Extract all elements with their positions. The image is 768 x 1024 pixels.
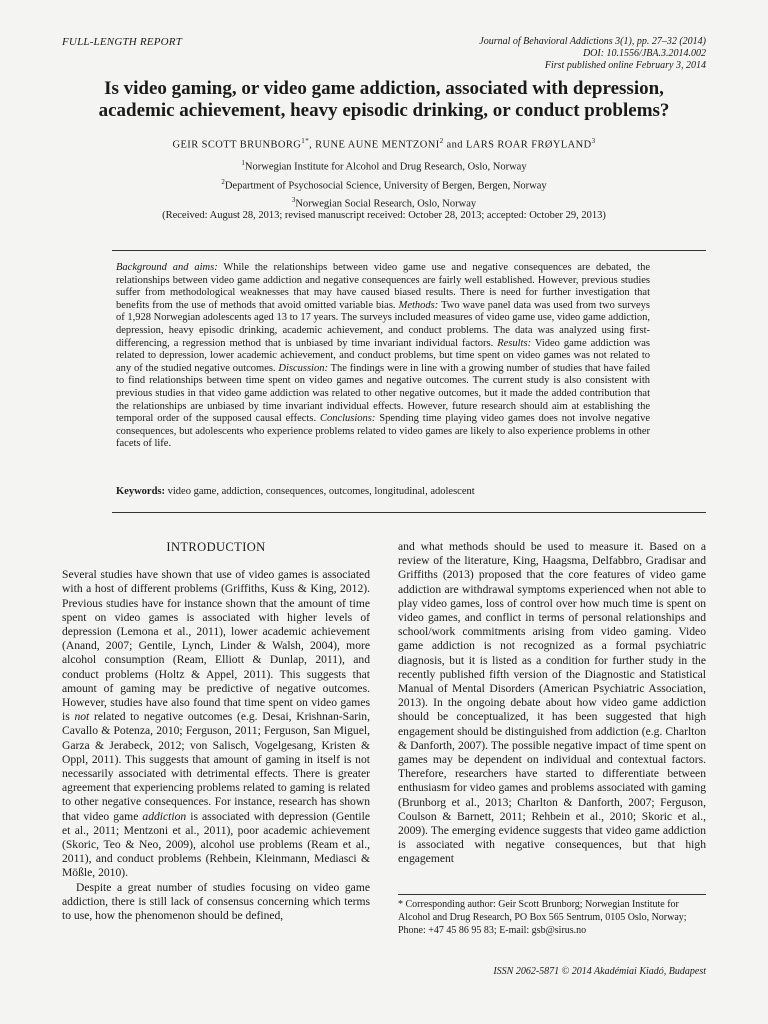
- author-list: [62, 137, 706, 151]
- keywords-text: video game, addiction, consequences, outcomes, longitudinal, adolescent: [165, 486, 475, 497]
- abstract-text: Spending time playing video games does not involve negative consequences, but adolescents who experience problems related to video games are likely to also experience problems in other facets of life.: [116, 413, 651, 450]
- affiliation-text: Norwegian Social Research, Oslo, Norway: [295, 198, 477, 210]
- corresponding-mark: *: [305, 137, 310, 145]
- corresponding-author-footnote: * Corresponding author: Geir Scott Brunborg; Norwegian Institute for Alcohol and Drug Research, PO Box 565 Sentrum, 0105 Oslo, Norway; Phone: +47 45 86 95 83; E-mail: gsb@sirus.no: [398, 899, 687, 936]
- journal-line: Journal of Behavioral Addictions 3(1), pp. 27–32 (2014): [479, 36, 706, 47]
- paragraph-text: Several studies have shown that use of video games is associated with a host of different problems (Griffiths, Kuss & King, 2012). Previous studies have for instance shown that the amount of time spent on video games is associated with higher levels of depression (Lemona et al., 2011), lower academic achievement (Anand, 2007; Gentile, Lynch, Linder & Walsh, 2004), more alcohol consumption (Ream, Elliott & Dunlap, 2011), and conduct problems (Holtz & Appel, 2011). This suggests that amount of gaming may be predictive of negative outcomes. However, studies have also found that time spent on video games is: [62, 568, 370, 724]
- paragraph-text: related to negative outcomes (e.g. Desai, Krishnan-Sarin, Cavallo & Potenza, 2010; Ferguson, 2011; Ferguson, San Miguel, Garza & Jerabeck, 2012; von Salisch, Vogelgesang, Kristen & Oppl, 2011). This suggests that amount of gaming in itself is not necessarily associated with detrimental effects. There is greater agreement that experiencing problems related to gaming is related to other negative consequences. For instance, research has shown that video game: [62, 710, 370, 823]
- keywords: [116, 486, 650, 497]
- published-line: First published online February 3, 2014: [544, 60, 706, 71]
- received-dates: (Received: August 28, 2013; revised manuscript received: October 28, 2013; accepted: October 29, 2013): [162, 210, 606, 221]
- affiliation: [62, 175, 706, 194]
- abstract-heading: Methods:: [398, 299, 439, 311]
- abstract: [116, 262, 650, 451]
- affiliation-sup: 1: [241, 159, 245, 167]
- abstract-text: The findings were in line with a growing number of studies that have failed to find relationships between time spent on video games and negative outcomes. The current study is also consistent with previous studies in that video game addiction was related to other negative outcomes, but it made the added contribution that the relationships are unbiased by time invariant individual effects. However, future research should aim at establishing the temporal order of the supposed causal effects.: [116, 362, 650, 425]
- author-separator: and: [443, 139, 466, 151]
- abstract-heading: Discussion:: [278, 362, 328, 374]
- author-name: LARS ROAR FRØYLAND: [465, 139, 592, 151]
- paragraph-text: is associated with depression (Gentile et al., 2011; Mentzoni et al., 2011), poor academic achievement (Skoric, Teo & Neo, 2009), alcohol use problems (Ream et al., 2011), and conduct problems (Rehbein, Kleinmann, Mediasci & Mößle, 2010).: [62, 809, 370, 880]
- affiliation-sup: 2: [221, 177, 225, 186]
- author-affil-sup: 3: [591, 137, 596, 145]
- abstract-text: While the relationships between video game use and negative consequences are debated, the relationships between video game addiction and negative consequences are fairly well established. However, previous studies suffer from methodological weaknesses that may have caused biased results. There is need for further investigation that benefits from the use of methods that avoid omitted variable bias.: [116, 262, 650, 311]
- author-name: RUNE AUNE MENTZONI: [315, 139, 440, 151]
- doi-line: DOI: 10.1556/JBA.3.2014.002: [582, 48, 706, 59]
- affiliation-list: [62, 156, 706, 212]
- abstract-heading: Background and aims:: [116, 262, 218, 273]
- emphasis-text: addiction: [142, 809, 187, 823]
- footnote-rule: [398, 894, 706, 895]
- section-heading: INTRODUCTION: [166, 540, 266, 554]
- journal-citation: [386, 36, 706, 72]
- right-column: [398, 540, 706, 867]
- emphasis-text: not: [74, 710, 90, 724]
- body-paragraph: [62, 568, 370, 880]
- affiliation: [62, 156, 706, 175]
- title-line: Is video gaming, or video game addiction, associated with depression,: [104, 78, 664, 99]
- abstract-bottom-rule: [112, 512, 706, 513]
- left-column: [62, 540, 370, 923]
- author-separator: ,: [309, 139, 316, 151]
- abstract-heading: Conclusions:: [319, 413, 376, 425]
- page-footer: ISSN 2062-5871 © 2014 Akadémiai Kiadó, Budapest: [493, 966, 706, 977]
- affiliation-text: Department of Psychosocial Science, University of Bergen, Bergen, Norway: [224, 180, 547, 191]
- section-label: FULL-LENGTH REPORT: [62, 36, 183, 48]
- author-name: GEIR SCOTT BRUNBORG: [172, 139, 302, 151]
- abstract-top-rule: [112, 250, 706, 251]
- affiliation-sup: 3: [291, 196, 296, 204]
- keywords-label: Keywords:: [116, 486, 165, 497]
- abstract-heading: Results:: [497, 337, 532, 349]
- body-paragraph: and what methods should be used to measure it. Based on a review of the literature, King, Haagsma, Delfabbro, Gradisar and Griffiths (2013) proposed that the core features of video game addiction are withdrawal symptoms experienced when not able to play video games, loss of control over how much time is spent on video games, and conflict in terms of personal relationships and school/work commitments arising from video gaming. Video game addiction is not recognized as a formal psychiatric diagnosis, but it is listed as a condition for further study in the recently published fifth version of the Diagnostic and Statistical Manual of Mental Disorders (American Psychiatric Association, 2013). In the ongoing debate about how video game addiction should be conceptualized, it has been suggested that high engagement should be distinguished from addiction (e.g. Charlton & Danforth, 2007). The possible negative impact of time spent on games may be dependent on individual and contextual factors. Therefore, researchers have started to differentiate between enthusiasm for video games and problems associated with gaming (Brunborg et al., 2013; Charlton & Danforth, 2007; Ferguson, Coulson & Barnett, 2011; Rehbein et al., 2010; Skoric et al., 2009). The emerging evidence suggests that video game addiction is associated with negative consequences, but that high engagement: [398, 540, 706, 866]
- title-line: academic achievement, heavy episodic drinking, or conduct problems?: [98, 100, 670, 121]
- body-paragraph: Despite a great number of studies focusing on video game addiction, there is still lack of consensus concerning which terms to use, how the phenomenon should be defined,: [62, 880, 370, 923]
- affiliation-text: Norwegian Institute for Alcohol and Drug Research, Oslo, Norway: [244, 161, 527, 173]
- author-affil-sup: 2: [439, 137, 444, 145]
- abstract-text: Video game addiction was related to depression, lower academic achievement, and conduct problems, but time spent on video games was not related to any of the studied negative outcomes.: [116, 337, 650, 374]
- affiliation: [62, 193, 706, 212]
- article-title: [62, 78, 706, 122]
- author-affil-sup: 1: [301, 137, 306, 145]
- abstract-text: Two wave panel data was used from two surveys of 1,928 Norwegian adolescents aged 13 to 17 years. The surveys included measures of video game use, video game addiction, depression, heavy episodic drinking, academic achievement, and conduct problems. The data was analyzed using first-differencing, a regression method that is unbiased by time invariant individual factors.: [116, 299, 650, 349]
